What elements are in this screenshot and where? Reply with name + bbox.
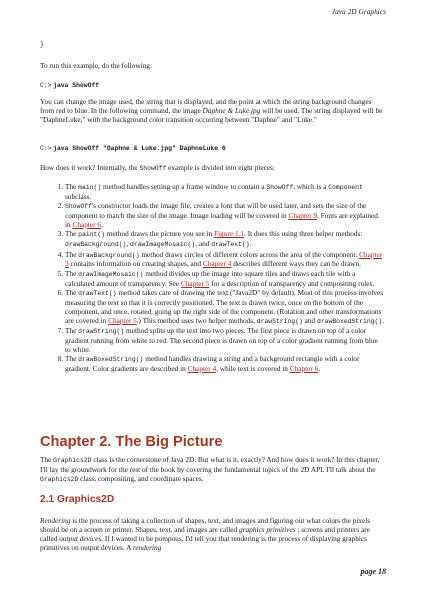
change-image-paragraph: You can change the image used, the string that is displayed, and the point at which the string background changes from red to blue. In the following command, the image Daphne & Luke.jpg will be used. The string displayed will be "DaphneLuke," with the background color transition occurring between "Daphne" and "Luke." (40, 97, 383, 124)
running-header: Java 2D Graphics (331, 7, 386, 16)
rendering-paragraph: Rendering is the process of taking a collection of shapes, text, and images and figuring out what colors the pixels should be on a screen or printer. Shapes, text, and images are called graphics primitives ; screens and printers are called output devices. If I wanted to be pompous, I'd tell you that rendering is the process of displaying graphics primitives on output devices. A rendering (40, 516, 371, 552)
chapter-4-link[interactable]: Chapter 4 (202, 259, 232, 269)
list-item: 7. The drawString() method splits up the text into two pieces. The first piece is drawn on top of a color gradient running from white to red. The second piece is drawn on top of a color gradient running from blue to white. (65, 327, 385, 355)
command-prompt: C:> (40, 82, 52, 89)
page-number: page 18 (360, 567, 386, 576)
code-closing-brace: } (40, 41, 44, 48)
command-line-2 (40, 145, 226, 152)
chapter-6-link[interactable]: Chapter 6 (289, 363, 319, 373)
figure-1-1-link[interactable]: Figure 1.1 (214, 229, 245, 239)
command-text: java ShowOff (53, 82, 100, 89)
list-item: 3. The paint() method draws the picture you see in Figure 1.1. It does this using three helper methods: drawBackground(), drawImageMosaic(), and drawText(). (65, 230, 385, 250)
chapter-title: Chapter 2. The Big Picture (40, 434, 223, 450)
chapter-3-link[interactable]: Chapter 3 (65, 249, 383, 269)
how-it-works-text: How does it work? Internally, the ShowOff example is divided into eight pieces: (40, 163, 275, 172)
list-item: 5. The drawImageMosaic() method divides up the image into square tiles and draws each tile with a calculated amount of transparency. See Chapter 5 for a description of transparency and compositing rules. (65, 270, 385, 289)
command-prompt: C:> (40, 145, 52, 152)
image-filename: Daphne & Luke.jpg (202, 105, 261, 115)
list-item: 2. ShowOff's constructor loads the image file, creates a font that will be used later, and sets the size of the component to match the size of the image. Image loading will be covered in Chapter 9. Fonts are explained in Chapter 6. (65, 202, 385, 230)
chapter-4-link[interactable]: Chapter 4 (187, 363, 217, 373)
chapter-5-link[interactable]: Chapter 5 (180, 278, 210, 288)
chapter-intro-paragraph: The Graphics2D class is the cornerstone of Java 2D. But what is it, exactly? And how does it work? In this chapter, I'll lay the groundwork for the rest of the book by covering the fundamental topics of the 2D API. I'll talk about the Graphics2D class, compositing, and coordinate spaces. (40, 455, 380, 483)
pieces-list (40, 183, 385, 374)
list-item: 1. The main() method handles setting up a frame window to contain a ShowOff, which is a Component subclass. (65, 183, 385, 202)
run-intro-text: To run this example, do the following: (40, 61, 152, 70)
section-title: 2.1 Graphics2D (40, 494, 115, 505)
command-line-1 (40, 82, 99, 89)
chapter-9-link[interactable]: Chapter 9 (288, 211, 318, 221)
list-item: 4. The drawBackground() method draws circles of different colors across the area of the component. Chapter 3 contains information on creating shapes, and Chapter 4 describes different ways they can be drawn. (65, 251, 385, 270)
chapter-5-link[interactable]: Chapter 5 (108, 315, 137, 325)
list-item: 8. The drawBoxedString() method handles drawing a string and a background rectangle with a color gradient. Color gradients are described in Chapter 4, while text is covered in Chapter 6. (65, 355, 385, 374)
chapter-6-link[interactable]: Chapter 6 (72, 220, 102, 230)
command-text: java ShowOff "Daphne & Luke.jpg" DaphneLuke 6 (53, 145, 226, 152)
list-item: 6. The drawText() method takes care of drawing the text ("Java2D" by default). Most of this process involves measuring the text so that it is correctly positioned. The text is drawn twice, once on the bottom of the component, and once, rotated, going up the right side of the component. (Rotation and other transformations are covered in Chapter 5.) This method uses two helper methods, drawString() and drawBoxedString(). (65, 289, 385, 327)
